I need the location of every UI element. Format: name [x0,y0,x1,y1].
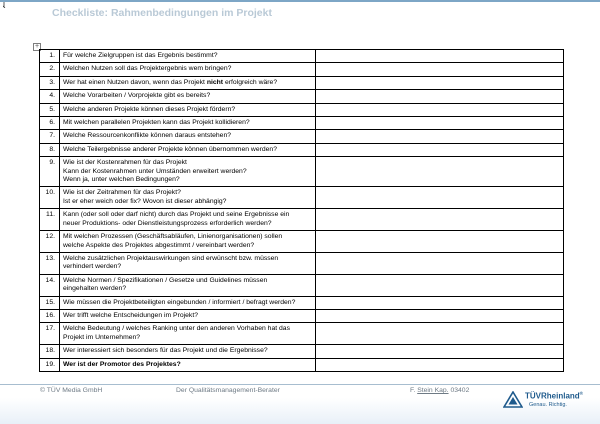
footer-author-name: Stein Kap. [417,387,449,394]
answer-cell[interactable] [316,90,564,103]
brand-name [525,391,583,401]
row-number: 12. [40,231,60,253]
question-line: neuer Produktions- oder Dienstleistungsprozess erforderlich werden? [63,219,272,227]
row-number: 4. [40,90,60,103]
row-question [60,209,316,231]
top-rule [0,0,600,2]
brand-tagline: Genau. Richtig. [529,402,567,408]
answer-cell[interactable] [316,76,564,89]
table-row [40,143,564,156]
table-row [40,358,564,371]
brand-logo [503,388,598,418]
question-text: Welche anderen Projekte können dieses Projekt fördern? [63,105,236,113]
row-number: 15. [40,296,60,309]
footer-copyright: © TÜV Media GmbH [40,387,103,394]
row-question [60,90,316,103]
answer-cell[interactable] [316,358,564,371]
table-row [40,117,564,130]
answer-cell[interactable] [316,187,564,209]
row-number: 18. [40,345,60,358]
question-line: Projekt im Unternehmen? [63,333,141,341]
table-row [40,323,564,345]
question-text: Wer hat einen Nutzen davon, wenn das Projekt [63,78,207,86]
row-question [60,309,316,322]
answer-cell[interactable] [316,143,564,156]
table-row [40,76,564,89]
question-line: Kann der Kostenrahmen unter Umständen erweitert werden? [63,167,247,175]
question-line: Welche Bedeutung / welches Ranking unter den anderen Vorhaben hat das [63,325,290,333]
table-row [40,157,564,187]
row-question [60,130,316,143]
row-number: 8. [40,143,60,156]
answer-cell[interactable] [316,103,564,116]
row-number: 13. [40,252,60,274]
row-question [60,103,316,116]
question-line: Mit welchen Prozessen (Geschäftsabläufen, Linienorganisationen) sollen [63,233,283,241]
row-number: 10. [40,187,60,209]
page-title: Checkliste: Rahmenbedingungen im Projekt [52,7,272,19]
row-number: 6. [40,117,60,130]
answer-cell[interactable] [316,157,564,187]
row-question [60,63,316,76]
row-number: 11. [40,209,60,231]
question-line: Ist er eher weich oder fix? Wovon ist dieser abhängig? [63,197,227,205]
row-number: 16. [40,309,60,322]
question-text: Für welche Zielgruppen ist das Ergebnis bestimmt? [63,52,218,59]
row-question [60,143,316,156]
question-text: Mit welchen parallelen Projekten kann das Projekt kollidieren? [63,119,250,127]
table-row [40,296,564,309]
question-emphasis: nicht [206,78,224,86]
answer-cell[interactable] [316,274,564,296]
row-question [60,76,316,89]
question-line: Wie ist der Kostenrahmen für das Projekt [63,159,187,167]
row-question [60,358,316,371]
question-line: Welche Normen / Spezifikationen / Gesetze und Guidelines müssen [63,276,268,284]
row-question [60,323,316,345]
answer-cell[interactable] [316,323,564,345]
row-question [60,187,316,209]
corner-mark-icon [3,2,8,8]
question-text: Wer ist der Promotor des Projektes? [63,360,181,368]
answer-cell[interactable] [316,252,564,274]
question-text: Wer trifft welche Entscheidungen im Projekt? [63,311,198,319]
table-row [40,252,564,274]
row-number: 17. [40,323,60,345]
footer-chapter: 03402 [450,387,470,394]
row-number: 3. [40,76,60,89]
table-row [40,63,564,76]
answer-cell[interactable] [316,231,564,253]
tuv-triangle-icon [503,391,523,408]
table-row [40,187,564,209]
table-row [40,130,564,143]
answer-cell[interactable] [316,117,564,130]
question-text: Welche Vorarbeiten / Vorprojekte gibt es bereits? [63,92,211,100]
answer-cell[interactable] [316,209,564,231]
footer-divider [0,384,600,385]
table-row [40,231,564,253]
footer-author-initial: F. [410,387,416,394]
brand-name-text: TÜVRheinland [525,391,580,401]
checklist-table [39,49,564,372]
answer-cell[interactable] [316,309,564,322]
question-text: Welche Teilergebnisse anderer Projekte können übernommen werden? [63,145,277,153]
table-move-handle-icon[interactable]: + [34,43,40,50]
question-line: Kann (oder soll oder darf nicht) durch das Projekt und seine Ergebnisse ein [63,211,290,219]
footer-publication: Der Qualitätsmanagement-Berater [176,387,280,394]
table-row [40,345,564,358]
row-question [60,231,316,253]
question-line: eingehalten werden? [63,285,127,293]
row-question [60,252,316,274]
table-row [40,309,564,322]
row-number: 2. [40,63,60,76]
row-number: 5. [40,103,60,116]
question-line: verhindert werden? [63,263,122,271]
row-number: 1. [40,50,60,63]
answer-cell[interactable] [316,50,564,63]
table-row [40,209,564,231]
footer-reference [410,387,469,394]
row-question [60,117,316,130]
answer-cell[interactable] [316,296,564,309]
row-question [60,274,316,296]
brand-registered: ® [579,391,583,396]
question-text: Wie müssen die Projektbeteiligten eingebunden / informiert / befragt werden? [63,298,296,306]
answer-cell[interactable] [316,345,564,358]
row-question [60,157,316,187]
row-number: 7. [40,130,60,143]
row-question [60,345,316,358]
table-row [40,103,564,116]
row-number: 19. [40,358,60,371]
question-line: Wie ist der Zeitrahmen für das Projekt? [63,189,181,197]
question-text: Welchen Nutzen soll das Projektergebnis wem bringen? [63,65,232,73]
question-line: Wenn ja, unter welchen Bedingungen? [63,176,180,184]
question-text: erfolgreich wäre? [223,78,278,86]
question-text: Wer interessiert sich besonders für das Projekt und die Ergebnisse? [63,347,268,355]
question-text: Welche Ressourcenkonflikte können daraus entstehen? [63,132,232,140]
table-row [40,90,564,103]
row-number: 14. [40,274,60,296]
table-row [40,50,564,63]
question-line: welche Aspekte des Projektes abgestimmt / vereinbart werden? [63,241,255,249]
row-question [60,296,316,309]
table-row [40,274,564,296]
question-line: Welche zusätzlichen Projektauswirkungen sind erwünscht bzw. müssen [63,254,279,262]
answer-cell[interactable] [316,63,564,76]
row-question [60,50,316,63]
row-number: 9. [40,157,60,187]
answer-cell[interactable] [316,130,564,143]
